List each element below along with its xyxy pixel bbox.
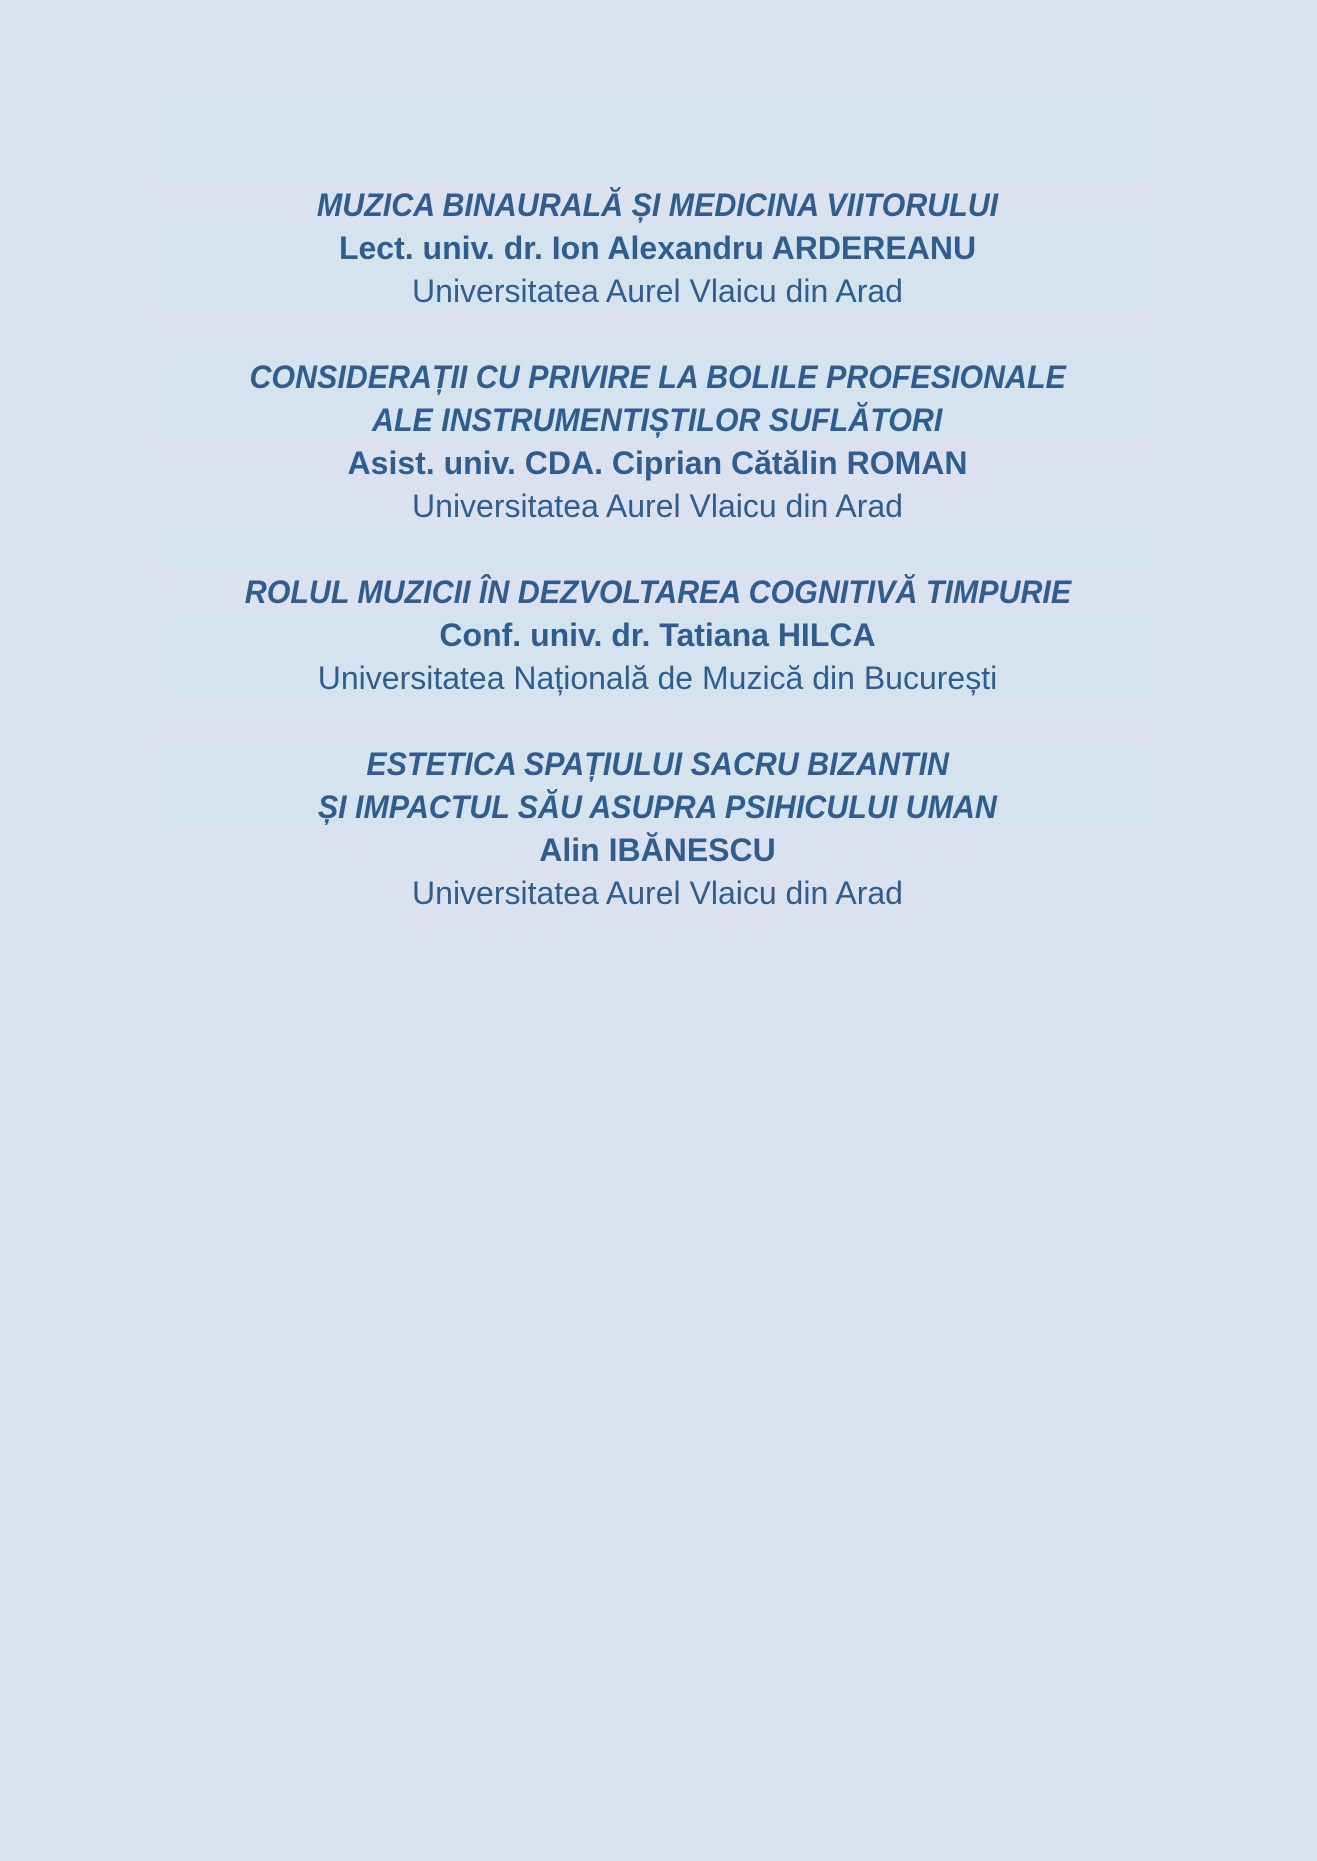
affiliation-line: Universitatea Aurel Vlaicu din Arad: [412, 487, 903, 524]
affiliation-line: Universitatea Națională de Muzică din București: [317, 659, 998, 696]
shaded-band-row: [163, 656, 1152, 699]
shaded-band-row: [163, 140, 1152, 183]
title-line: MUZICA BINAURALĂ ȘI MEDICINA VIITORULUI: [316, 186, 999, 223]
program-list: [163, 97, 1152, 914]
shaded-band-row: [163, 97, 1152, 140]
plain-row: [163, 183, 1152, 226]
shaded-band-row: [163, 742, 1152, 785]
affiliation-line: Universitatea Aurel Vlaicu din Arad: [412, 874, 903, 911]
plain-row: [163, 441, 1152, 484]
plain-row: [163, 828, 1152, 871]
plain-row: [163, 699, 1152, 742]
author-line: Conf. univ. dr. Tatiana HILCA: [439, 616, 876, 653]
shaded-band-row: [163, 269, 1152, 312]
plain-row: [163, 871, 1152, 914]
plain-row: [163, 312, 1152, 355]
shaded-band-row: [163, 527, 1152, 570]
shaded-band-row: [163, 226, 1152, 269]
shaded-band-row: [163, 785, 1152, 828]
shaded-band-row: [163, 355, 1152, 398]
affiliation-line: Universitatea Aurel Vlaicu din Arad: [412, 272, 903, 309]
plain-row: [163, 484, 1152, 527]
shaded-band-row: [163, 398, 1152, 441]
author-line: Lect. univ. dr. Ion Alexandru ARDEREANU: [338, 229, 977, 266]
shaded-band-row: [163, 613, 1152, 656]
plain-row: [163, 570, 1152, 613]
title-line: ȘI IMPACTUL SĂU ASUPRA PSIHICULUI UMAN: [318, 788, 997, 825]
title-line: CONSIDERAȚII CU PRIVIRE LA BOLILE PROFESIONALE: [249, 358, 1066, 395]
author-line: Asist. univ. CDA. Ciprian Cătălin ROMAN: [347, 444, 968, 481]
title-line: ESTETICA SPAȚIULUI SACRU BIZANTIN: [366, 745, 949, 782]
title-line: ALE INSTRUMENTIȘTILOR SUFLĂTORI: [372, 401, 943, 438]
title-line: ROLUL MUZICII ÎN DEZVOLTAREA COGNITIVĂ TIMPURIE: [244, 573, 1071, 610]
author-line: Alin IBĂNESCU: [539, 831, 776, 868]
